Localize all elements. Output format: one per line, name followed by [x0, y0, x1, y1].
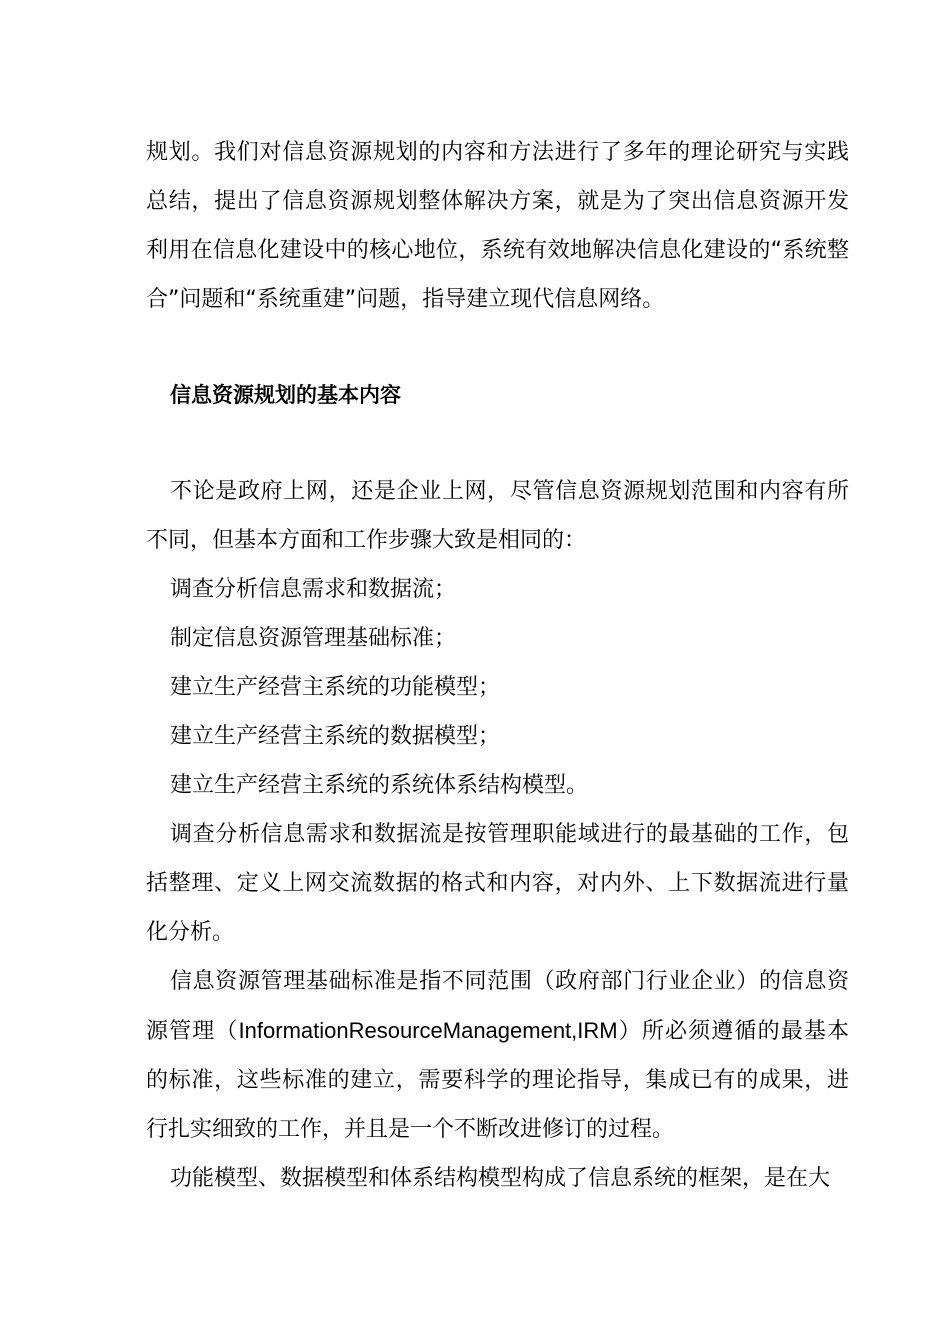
list-item: 建立生产经营主系统的数据模型；	[170, 724, 501, 749]
list-item: 制定信息资源管理基础标准；	[170, 626, 457, 651]
paragraph-intro: 规划。我们对信息资源规划的内容和方法进行了多年的理论研究与实践总结，提出了信息资源规划整体解决方案，就是为了突出信息资源开发利用在信息化建设中的核心地位，系统有效地解决信息化建设的“系统整合”问题和“系统重建”问题，指导建立现代信息网络。	[146, 140, 849, 312]
section-heading: 信息资源规划的基本内容	[170, 383, 401, 407]
spacer	[146, 420, 849, 467]
paragraph-data-flow: 调查分析信息需求和数据流是按管理职能域进行的最基础的工作，包括整理、定义上网交流数据的格式和内容，对内外、上下数据流进行量化分析。	[146, 822, 849, 945]
irm-text-after: ）所必须遵循的最基本的标准，这些标准的建立，需要科学的理论指导，集成已有的成果，进行扎实细致的工作，并且是一个不断改进修订的过程。	[146, 1019, 849, 1142]
paragraph-irm-standards	[146, 957, 849, 1154]
paragraph-models: 功能模型、数据模型和体系结构模型构成了信息系统的框架，是在大	[170, 1166, 831, 1191]
irm-english-term: InformationResourceManagement,IRM	[238, 1018, 618, 1043]
list-item: 建立生产经营主系统的功能模型；	[170, 675, 501, 700]
list-item: 建立生产经营主系统的系统体系结构模型。	[170, 773, 589, 798]
paragraph-overview: 不论是政府上网，还是企业上网，尽管信息资源规划范围和内容有所不同，但基本方面和工作步骤大致是相同的：	[146, 479, 849, 553]
spacer	[146, 324, 849, 371]
irm-text-before: 信息资源管理基础标准是指不同范围（政府部门行业企业）的信息资源管理（	[146, 969, 849, 1044]
list-item: 调查分析信息需求和数据流；	[170, 577, 457, 602]
document-page	[146, 128, 849, 1203]
